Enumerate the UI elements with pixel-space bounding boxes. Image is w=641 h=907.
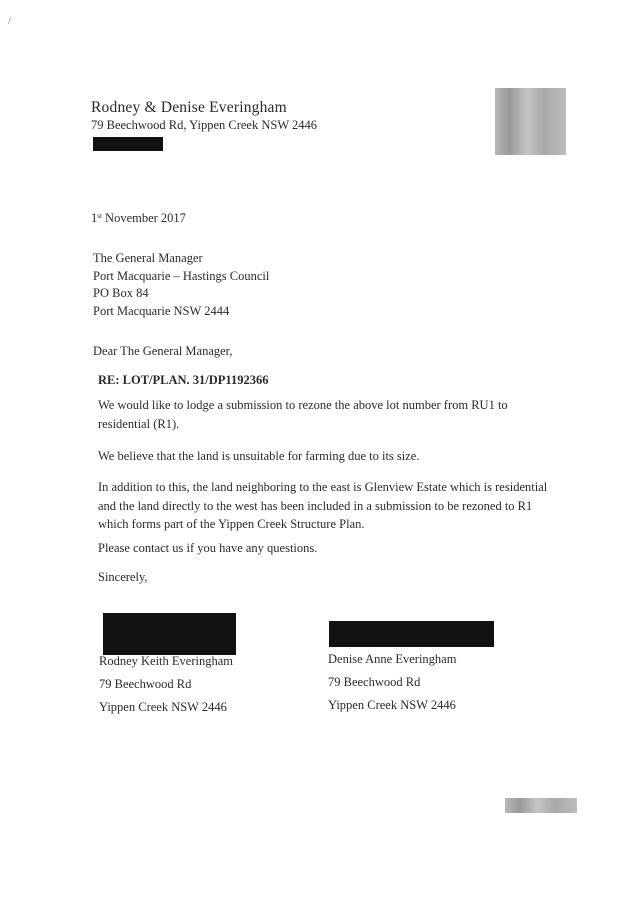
- body-line: We would like to lodge a submission to rezone the above lot number from RU1 to: [98, 398, 508, 412]
- sender-address: 79 Beechwood Rd, Yippen Creek NSW 2446: [91, 118, 318, 132]
- signatory-left-locality: Yippen Creek NSW 2446: [99, 700, 227, 714]
- redacted-sender-contact: [93, 137, 163, 151]
- recipient-line: Port Macquarie NSW 2444: [93, 303, 230, 318]
- recipient-line: The General Manager: [93, 251, 203, 265]
- closing: Sincerely,: [98, 570, 148, 584]
- contact-sentence: Please contact us if you have any questions.: [98, 541, 318, 555]
- redacted-signature-right: [329, 621, 494, 647]
- stray-pen-mark: /: [8, 16, 11, 27]
- signatory-left-name: Rodney Keith Everingham: [99, 654, 233, 668]
- body-line: and the land directly to the west has been included in a submission to be rezoned to R1: [98, 498, 533, 513]
- recipient-line: Port Macquarie – Hastings Council: [93, 268, 270, 283]
- signatory-right-street: 79 Beechwood Rd: [328, 675, 421, 689]
- salutation: Dear The General Manager,: [93, 344, 233, 358]
- subject-line: RE: LOT/PLAN. 31/DP1192366: [98, 373, 269, 387]
- signatory-right-name: Denise Anne Everingham: [328, 652, 457, 666]
- sender-name: Rodney & Denise Everingham: [91, 99, 287, 116]
- body-line: residential (R1).: [98, 416, 180, 431]
- body-line: In addition to this, the land neighboring to the east is Glenview Estate which is residential: [98, 480, 548, 494]
- stamp-mark-bottom: [505, 798, 577, 813]
- date-month-year: November 2017: [101, 211, 186, 225]
- body-paragraph-2: We believe that the land is unsuitable for farming due to its size.: [98, 449, 420, 463]
- body-line: which forms part of the Yippen Creek Structure Plan.: [98, 517, 365, 531]
- signatory-left-street: 79 Beechwood Rd: [99, 677, 192, 691]
- signatory-left: [99, 650, 233, 719]
- received-stamp-top: [495, 88, 566, 155]
- body-paragraph-3: [98, 478, 553, 534]
- recipient-line: PO Box 84: [93, 286, 149, 300]
- redacted-signature-left: [103, 613, 236, 655]
- signatory-right: [328, 648, 456, 717]
- signatory-right-locality: Yippen Creek NSW 2446: [328, 698, 456, 712]
- date-day: 1: [91, 211, 98, 225]
- letter-date: [91, 211, 186, 226]
- recipient-block: [93, 250, 269, 320]
- date-suffix: st: [97, 212, 102, 220]
- body-paragraph-1: [98, 396, 553, 433]
